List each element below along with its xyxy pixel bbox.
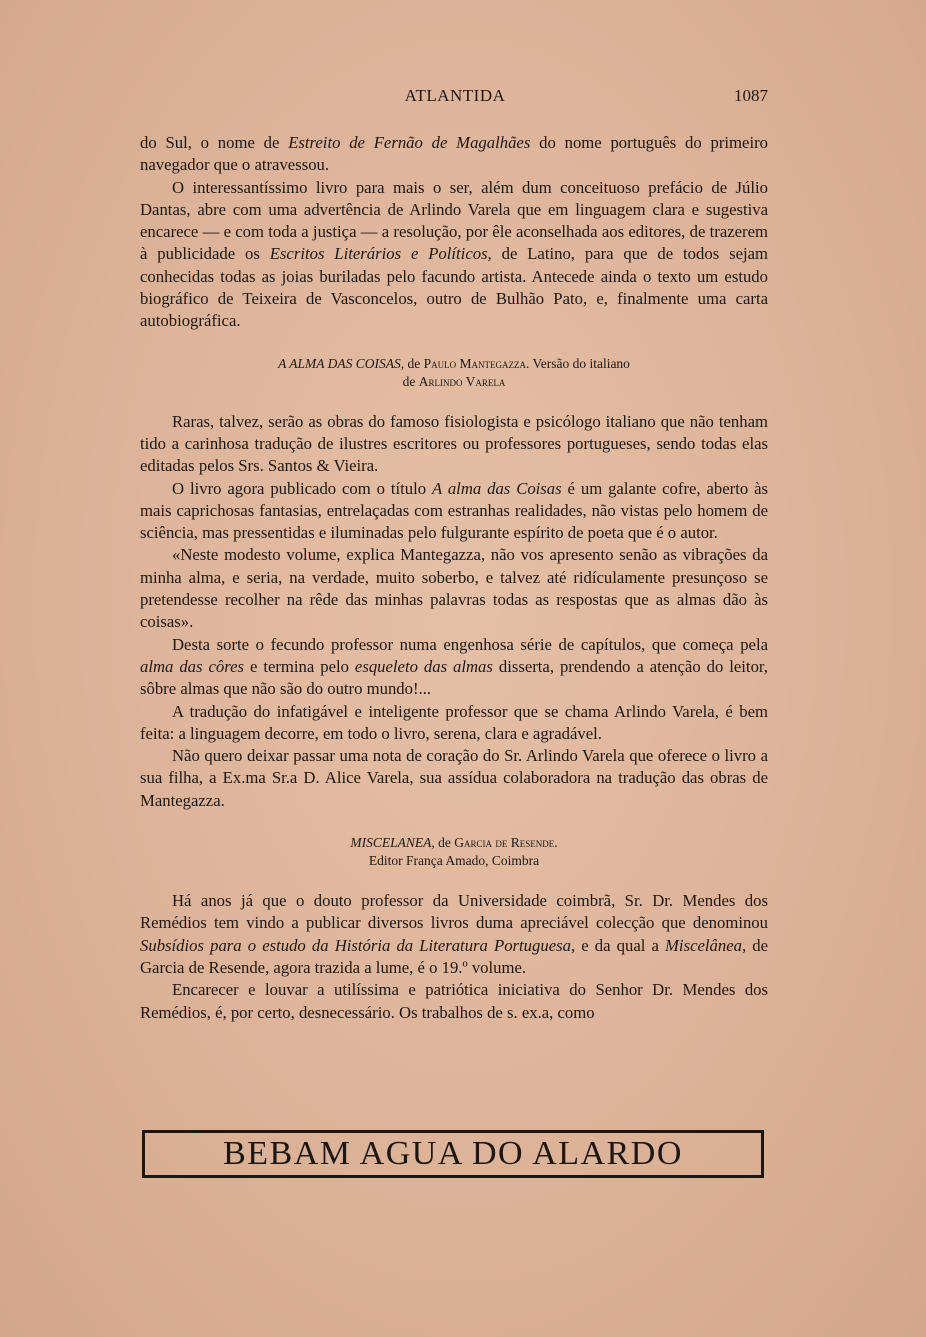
italic-term: Estreito de Fernão de Magalhães bbox=[288, 133, 531, 152]
text-run: de Garcia de Resende, agora trazida a lume, é o 19.º volume. bbox=[140, 935, 768, 977]
text-run: disserta, prendendo a atenção do leitor, sôbre almas que não são do outro mundo!... bbox=[140, 656, 768, 699]
review1-paragraph-6: Não quero deixar passar uma nota de coração do Sr. Arlindo Varela que oferece o livro a sua filha, a Ex.ma Sr.a D. Alice Varela, sua assídua colaboradora na tradução das obras de Mantegazza. bbox=[140, 746, 768, 810]
text-run: O interessantíssimo livro para mais o ser, além dum conceituoso prefácio de Júlio Dantas, abre com uma advertência de Arlindo Varela que em linguagem clara e sugestiva encarece — e com toda a justiça — a resolução, por êle aconselhada aos editores, de trazerem à publicidade os bbox=[140, 177, 768, 264]
publisher-line: Editor França Amado, Coimbra bbox=[368, 853, 540, 869]
text-run: é um galante cofre, aberto às mais caprichosas fantasias, entrelaçadas com estranhas realidades, não vistas pelo homem de sciência, mas pressentidas e iluminadas pelo fulgurante espírito de poeta que é o autor. bbox=[140, 478, 768, 543]
review2-paragraph-1 bbox=[140, 890, 768, 979]
italic-term: A alma das Coisas bbox=[432, 478, 562, 498]
italic-term: Miscelânea, bbox=[665, 935, 747, 955]
intro-paragraph-2 bbox=[140, 177, 768, 333]
text-run: Há anos já que o douto professor da Universidade coimbrã, Sr. Dr. Mendes dos Remédios tem vindo a publicar diversos livros duma apreciável colecção que denominou bbox=[140, 891, 768, 933]
review1-paragraph-5: A tradução do infatigável e inteligente professor que se chama Arlindo Varela, é bem feita: a linguagem decorre, em todo o livro, serena, clara e agradável. bbox=[140, 701, 768, 743]
article-body bbox=[140, 132, 768, 1024]
book-title: MISCELANEA, bbox=[350, 835, 435, 851]
advertisement-box bbox=[142, 1130, 764, 1178]
author-name: Paulo Mantegazza bbox=[423, 355, 526, 371]
text-run: de bbox=[402, 373, 419, 389]
page-header bbox=[140, 86, 770, 110]
text-run: de Latino, para que de todos sejam conhecidas todas as joias buriladas pelo facundo artista. Antecede ainda o texto um estudo biográfico de Teixeira de Vasconcelos, outro de Bulhão Pato, e, finalmente uma carta autobiográfica. bbox=[140, 244, 768, 331]
review-heading-miscelanea bbox=[140, 834, 768, 870]
text-run: e termina pelo bbox=[244, 656, 355, 676]
text-run: O livro agora publicado com o título bbox=[172, 478, 433, 498]
translator-name: Arlindo Varela bbox=[418, 373, 506, 389]
review1-paragraph-2 bbox=[140, 478, 768, 545]
review2-paragraph-2: Encarecer e louvar a utilíssima e patriótica iniciativa do Senhor Dr. Mendes dos Remédios, é, por certo, desnecessário. Os trabalhos de s. ex.a, como bbox=[140, 980, 768, 1022]
page-number: 1087 bbox=[734, 86, 768, 105]
review1-paragraph-4 bbox=[140, 634, 768, 701]
intro-paragraph-1 bbox=[140, 132, 768, 177]
text-run: . Versão do italiano bbox=[525, 355, 630, 371]
author-name: Garcia de Resende. bbox=[454, 835, 558, 851]
italic-term: Subsídios para o estudo da História da Literatura Portuguesa, bbox=[140, 935, 576, 955]
italic-term: alma das côres bbox=[140, 656, 244, 676]
text-run: do Sul, o nome de bbox=[140, 133, 289, 152]
running-title: ATLANTIDA bbox=[404, 86, 506, 105]
text-run: do nome português do primeiro navegador que o atravessou. bbox=[140, 133, 768, 175]
review1-paragraph-3: «Neste modesto volume, explica Mantegazza, não vos apresento senão as vibrações da minha alma, e seria, na verdade, muito soberbo, e talvez até ridículamente presunçoso se pretendesse recolher na rêde das minhas palavras todas as respostas que as almas dão às coisas». bbox=[140, 545, 768, 632]
italic-term: Escritos Literários e Políticos, bbox=[269, 244, 492, 264]
text-run: de bbox=[434, 835, 455, 851]
review1-paragraph-1: Raras, talvez, serão as obras do famoso fisiologista e psicólogo italiano que não tenham tido a carinhosa tradução de ilustres escritores ou professores portugueses, sendo todas elas editadas pelos Srs. Santos & Vieira. bbox=[140, 411, 768, 476]
review-heading-alma-das-coisas bbox=[140, 355, 768, 391]
text-run: de bbox=[404, 355, 424, 371]
book-title: A ALMA DAS COISAS, bbox=[278, 355, 405, 371]
text-run: Desta sorte o fecundo professor numa engenhosa série de capítulos, que começa pela bbox=[172, 634, 768, 654]
text-run: e da qual a bbox=[575, 935, 666, 955]
italic-term: esqueleto das almas bbox=[354, 656, 493, 676]
advertisement-text: BEBAM AGUA DO ALARDO bbox=[223, 1135, 683, 1172]
